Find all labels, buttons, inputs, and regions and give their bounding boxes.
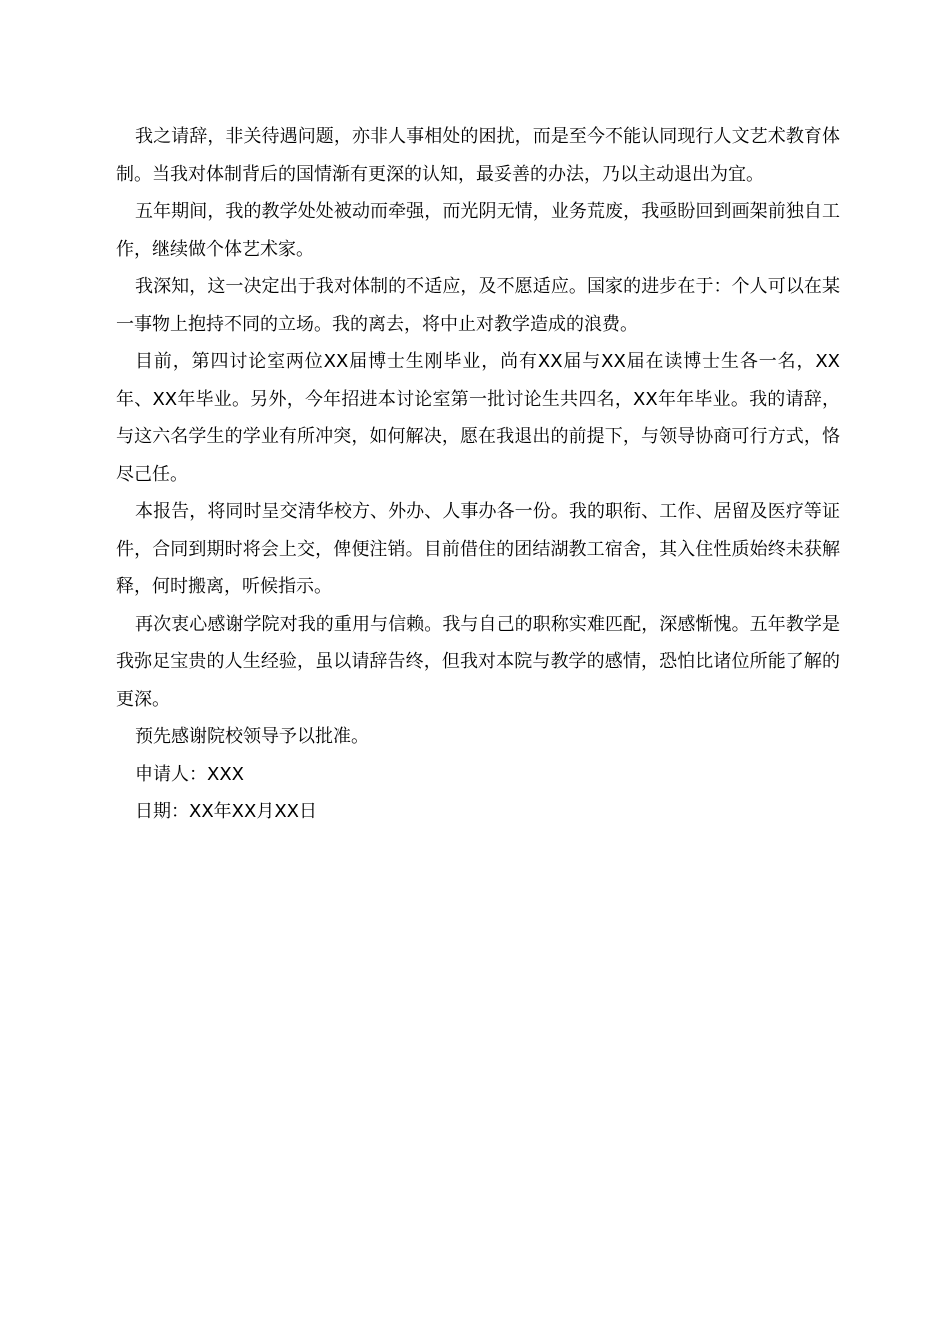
- paragraph-thanks: 再次衷心感谢学院对我的重用与信赖。我与自己的职称实难匹配，深感惭愧。五年教学是我弥足宝贵的人生经验，虽以请辞告终，但我对本院与教学的感情，恐怕比诸位所能了解的更深。: [116, 613, 840, 710]
- paragraph-report: 本报告，将同时呈交清华校方、外办、人事办各一份。我的职衔、工作、居留及医疗等证件，合同到期时将会上交，俾便注销。目前借住的团结湖教工宿舍，其入住性质始终未获解释，何时搬离，听候指示。: [116, 501, 840, 597]
- paragraph-reason: 我之请辞，非关待遇问题，亦非人事相处的困扰，而是至今不能认同现行人文艺术教育体制。当我对体制背后的国情渐有更深的认知，最妥善的办法，乃以主动退出为宜。: [116, 126, 840, 185]
- applicant-line: 申请人：XXX: [135, 763, 244, 785]
- paragraph-teaching: 五年期间，我的教学处处被动而牵强，而光阴无情，业务荒废，我亟盼回到画架前独自工作，继续做个体艺术家。: [116, 201, 840, 260]
- paragraph-decision: 我深知，这一决定出于我对体制的不适应，及不愿适应。国家的进步在于：个人可以在某一事物上抱持不同的立场。我的离去，将中止对教学造成的浪费。: [116, 276, 840, 335]
- date-line: 日期：XX年XX月XX日: [135, 801, 317, 822]
- paragraph-students: 目前，第四讨论室两位XX届博士生刚毕业，尚有XX届与XX届在读博士生各一名，XX年、XX年毕业。另外，今年招进本讨论室第一批讨论生共四名，XX年年毕业。我的请辞，与这六名学生的学业有所冲突，如何解决，愿在我退出的前提下，与领导协商可行方式，恪尽己任。: [116, 351, 840, 485]
- letter-body: [116, 118, 840, 831]
- paragraph-approval: 预先感谢院校领导予以批准。: [135, 726, 369, 747]
